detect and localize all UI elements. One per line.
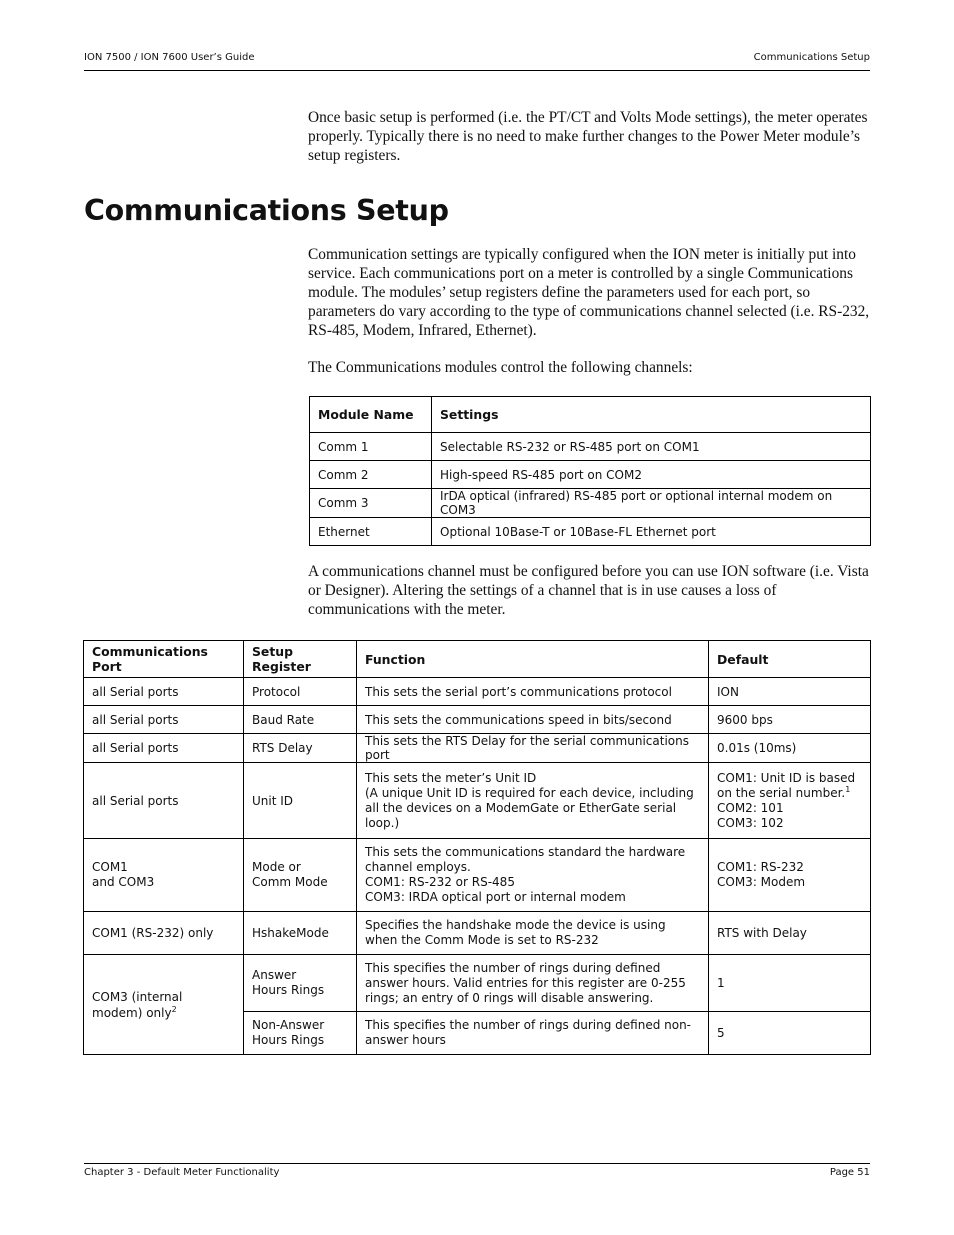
setup-table-header	[84, 641, 871, 678]
register-cell: RTS Delay	[244, 734, 357, 763]
channels-paragraph: The Communications modules control the following channels:	[308, 359, 693, 376]
footer-page-number: Page 51	[829, 1167, 870, 1178]
column-header: Setup Register	[244, 641, 357, 678]
register-line: Mode or	[252, 860, 301, 874]
function-cell: This sets the communications speed in bits/second	[357, 706, 709, 734]
footer-rule	[84, 1163, 870, 1164]
table-row	[84, 678, 871, 706]
default-cell: 1	[709, 955, 871, 1012]
port-cell	[84, 955, 244, 1055]
function-line: (A unique Unit ID is required for each device, including all the devices on a ModemGate or EtherGate serial loop.)	[365, 785, 694, 830]
default-line	[717, 771, 862, 801]
register-cell: Baud Rate	[244, 706, 357, 734]
default-cell: 9600 bps	[709, 706, 871, 734]
table-row	[84, 734, 871, 763]
default-line: COM3: Modem	[717, 875, 806, 889]
default-line: COM3: 102	[717, 815, 784, 830]
function-cell	[357, 839, 709, 912]
column-header: Module Name	[310, 397, 432, 433]
table-row	[310, 518, 871, 546]
default-line: COM1: RS-232	[717, 860, 804, 874]
register-line: Non-Answer	[252, 1018, 325, 1032]
default-text: COM1: Unit ID is based on the serial number.	[717, 770, 856, 800]
column-header: Settings	[432, 397, 871, 433]
register-cell	[244, 1012, 357, 1055]
port-line: and COM3	[92, 875, 155, 889]
default-cell: 0.01s (10ms)	[709, 734, 871, 763]
port-cell	[84, 839, 244, 912]
port-cell: all Serial ports	[84, 734, 244, 763]
port-cell: all Serial ports	[84, 678, 244, 706]
page-footer	[84, 1167, 870, 1181]
page-header	[84, 52, 870, 66]
default-cell: 5	[709, 1012, 871, 1055]
table-row	[310, 461, 871, 489]
footnote-marker: 1	[845, 784, 851, 794]
function-cell: Specifies the handshake mode the device is using when the Comm Mode is set to RS-232	[357, 912, 709, 955]
register-line: Hours Rings	[252, 983, 325, 997]
function-line: COM3: IRDA optical port or internal modem	[365, 890, 626, 904]
table-row	[310, 433, 871, 461]
module-settings-cell: High-speed RS-485 port on COM2	[432, 461, 871, 489]
default-cell: ION	[709, 678, 871, 706]
table-row	[84, 706, 871, 734]
module-table	[309, 396, 871, 546]
port-text: COM3 (internal modem) only	[92, 989, 183, 1020]
table-row	[84, 839, 871, 912]
footnote-marker: 2	[171, 1004, 177, 1014]
config-paragraph: A communications channel must be configured before you can use ION software (i.e. Vista or Designer). Altering the settings of a channel that is in use causes a loss of communications with the meter.	[308, 563, 869, 618]
module-name-cell: Ethernet	[310, 518, 432, 546]
function-line: This sets the communications standard the hardware channel employs.	[365, 845, 686, 874]
function-cell: This sets the RTS Delay for the serial communications port	[357, 734, 709, 763]
module-name-cell: Comm 1	[310, 433, 432, 461]
port-cell: COM1 (RS-232) only	[84, 912, 244, 955]
table-row	[310, 489, 871, 518]
settings-paragraph: Communication settings are typically configured when the ION meter is initially put into service. Each communications port on a meter is controlled by a single Communications module. The modules’ setup registers define the parameters used for each port, so parameters do vary according to the type of communications channel selected (i.e. RS-232, RS-485, Modem, Infrared, Ethernet).	[308, 246, 870, 339]
table-row	[84, 763, 871, 839]
header-doc-title: ION 7500 / ION 7600 User’s Guide	[84, 52, 255, 63]
register-cell: Protocol	[244, 678, 357, 706]
header-section-title: Communications Setup	[753, 52, 870, 63]
section-title: Communications Setup	[84, 194, 449, 227]
function-cell: This specifies the number of rings during defined non-answer hours	[357, 1012, 709, 1055]
register-cell	[244, 839, 357, 912]
header-rule	[84, 70, 870, 71]
function-line: This sets the meter’s Unit ID	[365, 770, 537, 785]
intro-paragraph: Once basic setup is performed (i.e. the PT/CT and Volts Mode settings), the meter operates properly. Typically there is no need to make further changes to the Power Meter module’s setup registers.	[308, 109, 868, 164]
default-cell	[709, 763, 871, 839]
function-line: COM1: RS-232 or RS-485	[365, 875, 515, 889]
table-row	[84, 955, 871, 1012]
footer-chapter: Chapter 3 - Default Meter Functionality	[84, 1167, 280, 1178]
module-settings-cell: Selectable RS-232 or RS-485 port on COM1	[432, 433, 871, 461]
module-settings-cell: Optional 10Base-T or 10Base-FL Ethernet port	[432, 518, 871, 546]
register-cell: HshakeMode	[244, 912, 357, 955]
function-cell: This specifies the number of rings during defined answer hours. Valid entries for this register are 0-255 rings; an entry of 0 rings will disable answering.	[357, 955, 709, 1012]
default-cell: RTS with Delay	[709, 912, 871, 955]
register-line: Hours Rings	[252, 1033, 325, 1047]
port-cell: all Serial ports	[84, 706, 244, 734]
table-row	[84, 912, 871, 955]
module-name-cell: Comm 2	[310, 461, 432, 489]
function-cell: This sets the serial port’s communications protocol	[357, 678, 709, 706]
default-line: COM2: 101	[717, 800, 784, 815]
register-line: Comm Mode	[252, 875, 328, 889]
function-cell	[357, 763, 709, 839]
register-line: Answer	[252, 968, 297, 982]
port-cell: all Serial ports	[84, 763, 244, 839]
module-settings-cell: IrDA optical (infrared) RS-485 port or optional internal modem on COM3	[432, 489, 871, 518]
register-cell: Unit ID	[244, 763, 357, 839]
module-name-cell: Comm 3	[310, 489, 432, 518]
setup-register-table	[83, 640, 871, 1055]
register-cell	[244, 955, 357, 1012]
port-line: COM1	[92, 860, 128, 874]
default-cell	[709, 839, 871, 912]
column-header: Default	[709, 641, 871, 678]
column-header: Communications Port	[84, 641, 244, 678]
column-header: Function	[357, 641, 709, 678]
module-table-header	[310, 397, 871, 433]
